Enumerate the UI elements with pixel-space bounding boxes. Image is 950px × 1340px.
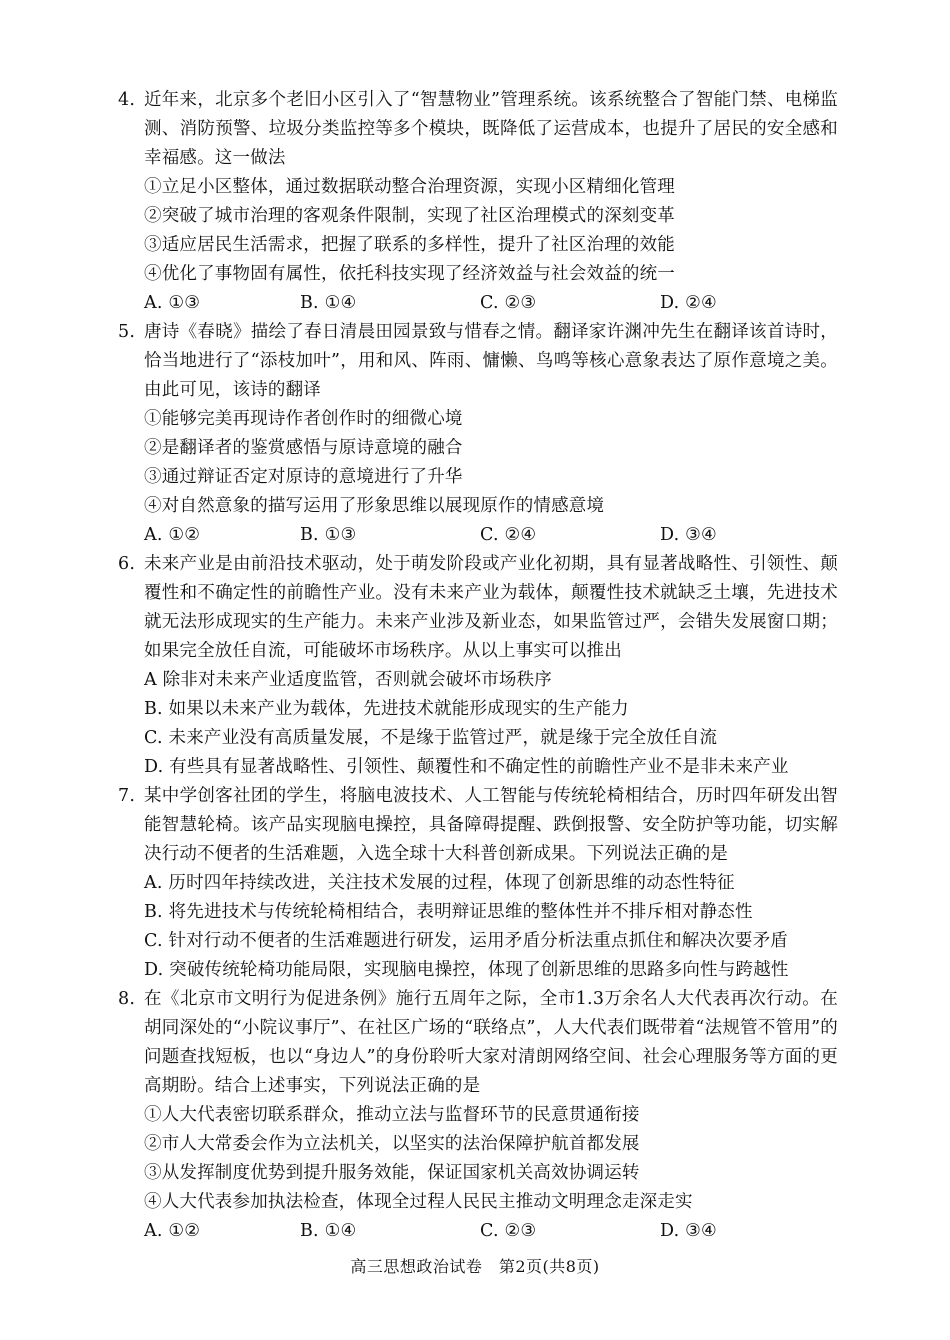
- statement-1: ①能够完美再现诗作者创作时的细微心境: [144, 409, 463, 429]
- question-number: 5.: [118, 322, 136, 342]
- choice-a: A. ①②: [144, 525, 201, 545]
- choice-d: D. ③④: [660, 525, 717, 545]
- choice-c: C. ②④: [480, 525, 537, 545]
- question-text: 近年来，北京多个老旧小区引入了“智慧物业”管理系统。该系统整合了智能门禁、电梯监测、消防预警、垃圾分类监控等多个模块，既降低了运营成本，也提升了居民的安全感和幸福感。这一做法: [144, 90, 838, 168]
- question-text: 唐诗《春晓》描绘了春日清晨田园景致与惜春之情。翻译家许渊冲先生在翻译该首诗时，恰当地进行了“添枝加叶”，用和风、阵雨、慵懒、鸟鸣等核心意象表达了原作意境之美。由此可见，该诗的翻译: [144, 322, 838, 400]
- answer-choices: [118, 521, 838, 550]
- question-stem: [118, 782, 838, 869]
- option-c: C. 未来产业没有高质量发展，不是缘于监管过严，就是缘于完全放任自流: [144, 728, 718, 748]
- question-stem: [118, 86, 838, 173]
- answer-choices: [118, 1217, 838, 1246]
- statement-3: ③适应居民生活需求，把握了联系的多样性，提升了社区治理的效能: [144, 235, 675, 255]
- page-footer: 高三思想政治试卷 第2页(共8页): [350, 1257, 600, 1276]
- question-7: [118, 782, 838, 985]
- question-4: [118, 86, 838, 318]
- question-number: 7.: [118, 786, 136, 806]
- question-stem: [118, 318, 838, 405]
- choice-b: B. ①③: [300, 525, 357, 545]
- choice-a: A. ①③: [144, 293, 201, 313]
- choice-c: C. ②③: [480, 293, 537, 313]
- option-c: C. 针对行动不便者的生活难题进行研发，运用矛盾分析法重点抓住和解决次要矛盾: [144, 931, 788, 951]
- statement-4: ④优化了事物固有属性，依托科技实现了经济效益与社会效益的统一: [144, 264, 675, 284]
- option-d: D. 有些具有显著战略性、引领性、颠覆性和不确定性的前瞻性产业不是非未来产业: [144, 757, 789, 777]
- statement-4: ④对自然意象的描写运用了形象思维以展现原作的情感意境: [144, 496, 605, 516]
- choice-a: A. ①②: [144, 1221, 201, 1241]
- choice-d: D. ③④: [660, 1221, 717, 1241]
- statement-3: ③从发挥制度优势到提升服务效能，保证国家机关高效协调运转: [144, 1163, 640, 1183]
- question-number: 4.: [118, 90, 136, 110]
- statement-2: ②突破了城市治理的客观条件限制，实现了社区治理模式的深刻变革: [144, 206, 675, 226]
- statement-1: ①立足小区整体，通过数据联动整合治理资源，实现小区精细化管理: [144, 177, 675, 197]
- question-text: 未来产业是由前沿技术驱动，处于萌发阶段或产业化初期，具有显著战略性、引领性、颠覆性和不确定性的前瞻性产业。没有未来产业为载体，颠覆性技术就缺乏土壤，先进技术就无法形成现实的生产能力。未来产业涉及新业态，如果监管过严，会错失发展窗口期；如果完全放任自流，可能破坏市场秩序。从以上事实可以推出: [144, 554, 838, 661]
- question-6: [118, 550, 838, 782]
- option-a: A 除非对未来产业适度监管，否则就会破坏市场秩序: [144, 670, 552, 690]
- statement-2: ②市人大常委会作为立法机关，以坚实的法治保障护航首都发展: [144, 1134, 640, 1154]
- option-b: B. 将先进技术与传统轮椅相结合，表明辩证思维的整体性并不排斥相对静态性: [144, 902, 753, 922]
- question-number: 8.: [118, 989, 136, 1009]
- statement-3: ③通过辩证否定对原诗的意境进行了升华: [144, 467, 463, 487]
- questions-container: [118, 86, 838, 1246]
- option-d: D. 突破传统轮椅功能局限，实现脑电操控，体现了创新思维的思路多向性与跨越性: [144, 960, 789, 980]
- question-stem: [118, 985, 838, 1101]
- choice-b: B. ①④: [300, 1221, 357, 1241]
- choice-c: C. ②③: [480, 1221, 537, 1241]
- answer-choices: [118, 289, 838, 318]
- statement-1: ①人大代表密切联系群众，推动立法与监督环节的民意贯通衔接: [144, 1105, 640, 1125]
- option-a: A. 历时四年持续改进，关注技术发展的过程，体现了创新思维的动态性特征: [144, 873, 735, 893]
- question-8: [118, 985, 838, 1246]
- question-5: [118, 318, 838, 550]
- question-text: 某中学创客社团的学生，将脑电波技术、人工智能与传统轮椅相结合，历时四年研发出智能智慧轮椅。该产品实现脑电操控，具备障碍提醒、跌倒报警、安全防护等功能，切实解决行动不便者的生活难题，入选全球十大科普创新成果。下列说法正确的是: [144, 786, 838, 864]
- choice-d: D. ②④: [660, 293, 717, 313]
- statement-4: ④人大代表参加执法检查，体现全过程人民民主推动文明理念走深走实: [144, 1192, 693, 1212]
- question-number: 6.: [118, 554, 136, 574]
- statement-2: ②是翻译者的鉴赏感悟与原诗意境的融合: [144, 438, 463, 458]
- choice-b: B. ①④: [300, 293, 357, 313]
- question-stem: [118, 550, 838, 666]
- question-text: 在《北京市文明行为促进条例》施行五周年之际，全市1.3万余名人大代表再次行动。在胡同深处的“小院议事厅”、在社区广场的“联络点”，人大代表们既带着“法规管不管用”的问题查找短板，也以“身边人”的身份聆听大家对清朗网络空间、社会心理服务等方面的更高期盼。结合上述事实，下列说法正确的是: [144, 989, 838, 1096]
- option-b: B. 如果以未来产业为载体，先进技术就能形成现实的生产能力: [144, 699, 629, 719]
